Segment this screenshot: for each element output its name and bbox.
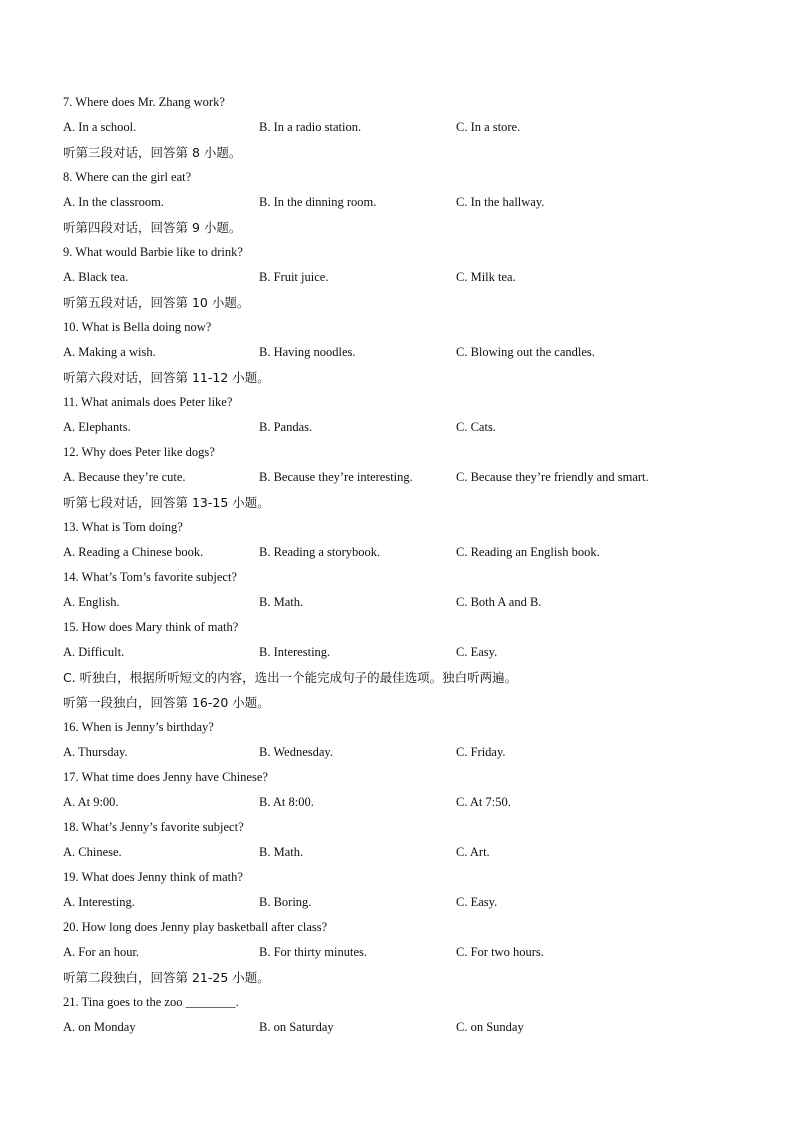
option-c: C. At 7:50. <box>456 795 511 809</box>
question-text: 21. Tina goes to the zoo ________. <box>63 995 239 1009</box>
question-text: 8. Where can the girl eat? <box>63 170 192 184</box>
option-b: B. Because they’re interesting. <box>259 470 413 484</box>
answer-options <box>63 1015 743 1040</box>
answer-options <box>63 340 743 365</box>
question-text: 9. What would Barbie like to drink? <box>63 245 243 259</box>
answer-options <box>63 465 743 490</box>
question-text: 17. What time does Jenny have Chinese? <box>63 770 268 784</box>
option-c: C. Cats. <box>456 420 496 434</box>
option-b: B. Math. <box>259 595 304 609</box>
answer-options <box>63 640 743 665</box>
option-c: C. Both A and B. <box>456 595 542 609</box>
option-a: A. Difficult. <box>63 645 125 659</box>
question-text: 15. How does Mary think of math? <box>63 620 239 634</box>
option-b: B. Interesting. <box>259 645 331 659</box>
option-b: B. In a radio station. <box>259 120 362 134</box>
option-a: A. Black tea. <box>63 270 129 284</box>
option-b: B. For thirty minutes. <box>259 945 367 959</box>
section-instruction: 听第一段独白，回答第 16-20 小题。 <box>63 695 270 710</box>
answer-options <box>63 840 743 865</box>
option-c: C. Easy. <box>456 895 498 909</box>
question-text: 11. What animals does Peter like? <box>63 395 233 409</box>
option-b: B. At 8:00. <box>259 795 314 809</box>
option-a: A. Making a wish. <box>63 345 156 359</box>
question-list <box>63 90 743 1040</box>
section-instruction: 听第四段对话，回答第 9 小题。 <box>63 220 242 235</box>
option-a: A. For an hour. <box>63 945 140 959</box>
option-b: B. In the dinning room. <box>259 195 377 209</box>
option-a: A. Interesting. <box>63 895 135 909</box>
section-instruction: 听第三段对话，回答第 8 小题。 <box>63 145 242 160</box>
option-c: C. In a store. <box>456 120 521 134</box>
option-c: C. on Sunday <box>456 1020 524 1034</box>
option-b: B. Pandas. <box>259 420 313 434</box>
answer-options <box>63 590 743 615</box>
option-a: A. Reading a Chinese book. <box>63 545 204 559</box>
option-b: B. on Saturday <box>259 1020 334 1034</box>
option-b: B. Boring. <box>259 895 312 909</box>
question-text: 7. Where does Mr. Zhang work? <box>63 95 225 109</box>
option-b: B. Math. <box>259 845 304 859</box>
option-a: A. on Monday <box>63 1020 136 1034</box>
question-text: 20. How long does Jenny play basketball after class? <box>63 920 328 934</box>
option-b: B. Fruit juice. <box>259 270 329 284</box>
option-a: A. Thursday. <box>63 745 128 759</box>
section-instruction: 听第五段对话，回答第 10 小题。 <box>63 295 250 310</box>
option-b: B. Wednesday. <box>259 745 333 759</box>
option-a: A. Chinese. <box>63 845 122 859</box>
option-c: C. Blowing out the candles. <box>456 345 595 359</box>
option-c: C. For two hours. <box>456 945 544 959</box>
answer-options <box>63 790 743 815</box>
option-b: B. Having noodles. <box>259 345 356 359</box>
option-c: C. Milk tea. <box>456 270 516 284</box>
option-c: C. Because they’re friendly and smart. <box>456 470 649 484</box>
question-text: 10. What is Bella doing now? <box>63 320 212 334</box>
option-c: C. Reading an English book. <box>456 545 600 559</box>
answer-options <box>63 540 743 565</box>
answer-options <box>63 115 743 140</box>
option-a: A. Elephants. <box>63 420 131 434</box>
option-a: A. English. <box>63 595 120 609</box>
question-text: 16. When is Jenny’s birthday? <box>63 720 214 734</box>
answer-options <box>63 415 743 440</box>
question-text: 12. Why does Peter like dogs? <box>63 445 215 459</box>
option-c: C. Easy. <box>456 645 498 659</box>
answer-options <box>63 940 743 965</box>
question-text: 14. What’s Tom’s favorite subject? <box>63 570 237 584</box>
option-a: A. In a school. <box>63 120 137 134</box>
section-instruction: 听第六段对话，回答第 11-12 小题。 <box>63 370 270 385</box>
option-c: C. Art. <box>456 845 490 859</box>
section-instruction: C. 听独白，根据所听短文的内容，选出一个能完成句子的最佳选项。独白听两遍。 <box>63 670 518 685</box>
answer-options <box>63 265 743 290</box>
option-a: A. Because they’re cute. <box>63 470 186 484</box>
answer-options <box>63 890 743 915</box>
option-c: C. Friday. <box>456 745 506 759</box>
answer-options <box>63 740 743 765</box>
section-instruction: 听第七段对话，回答第 13-15 小题。 <box>63 495 270 510</box>
answer-options <box>63 190 743 215</box>
option-c: C. In the hallway. <box>456 195 545 209</box>
option-a: A. In the classroom. <box>63 195 165 209</box>
section-instruction: 听第二段独白，回答第 21-25 小题。 <box>63 970 270 985</box>
question-text: 19. What does Jenny think of math? <box>63 870 243 884</box>
option-b: B. Reading a storybook. <box>259 545 381 559</box>
question-text: 13. What is Tom doing? <box>63 520 183 534</box>
option-a: A. At 9:00. <box>63 795 119 809</box>
question-text: 18. What’s Jenny’s favorite subject? <box>63 820 244 834</box>
